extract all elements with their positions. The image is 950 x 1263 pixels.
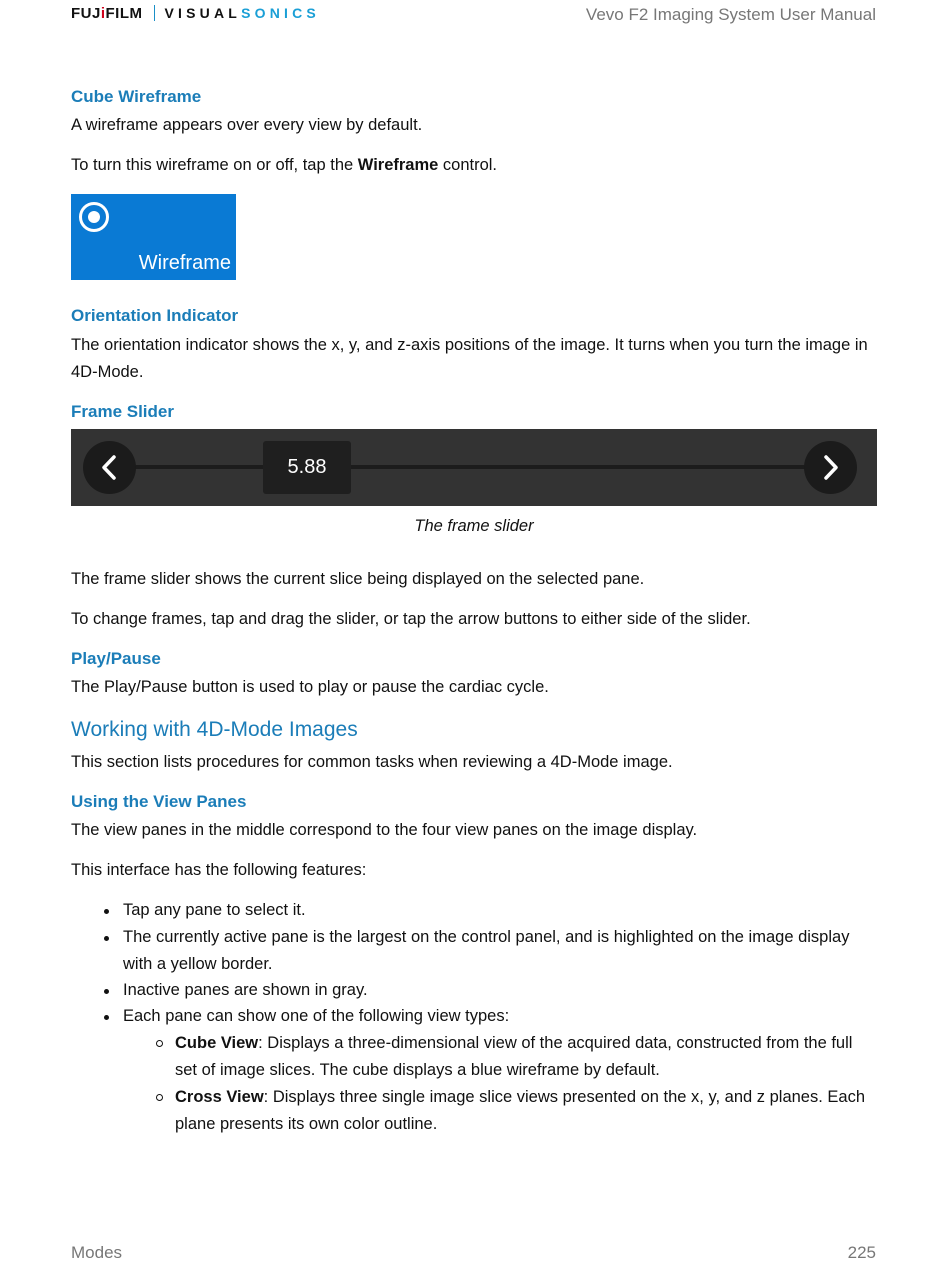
logo-divider — [154, 5, 155, 21]
paragraph: This section lists procedures for common tasks when reviewing a 4D-Mode image. — [71, 753, 673, 771]
heading-working-with-4d-mode: Working with 4D-Mode Images — [71, 718, 358, 741]
chevron-right-icon — [804, 441, 857, 494]
figure-caption: The frame slider — [414, 517, 534, 535]
heading-play-pause: Play/Pause — [71, 649, 161, 668]
slider-track[interactable] — [111, 465, 837, 469]
slider-value: 5.88 — [287, 456, 327, 478]
paragraph: The view panes in the middle correspond to the four view panes on the image display. — [71, 821, 698, 839]
heading-cube-wireframe: Cube Wireframe — [71, 87, 202, 106]
wireframe-button[interactable] — [71, 194, 236, 280]
list-item: The currently active pane is the largest on the control panel, and is highlighted on the image display with a yellow border. — [71, 924, 877, 978]
frame-slider — [71, 429, 877, 506]
footer-section-name: Modes — [71, 1243, 123, 1262]
document-title: Vevo F2 Imaging System User Manual — [585, 5, 876, 24]
fujifilm-visualsonics-logo — [71, 4, 320, 22]
paragraph: A wireframe appears over every view by default. — [71, 116, 423, 134]
next-frame-button[interactable] — [804, 441, 857, 494]
visualsonics-wordmark: VISUALSONICS — [164, 5, 320, 21]
paragraph: The frame slider shows the current slice being displayed on the selected pane. — [71, 570, 645, 588]
list-item: Tap any pane to select it. — [71, 897, 877, 924]
heading-orientation-indicator: Orientation Indicator — [71, 306, 239, 325]
view-type-list — [123, 1030, 877, 1138]
list-item: Each pane can show one of the following view types: Cube View: Displays a three-dimensional view of the acquired data, constructed from the full set of image slices. The cube displays a blue wireframe by default. Cross View: Displays three single image slice views presented on the x, y, and z planes. Each plane presents its own color outline. — [71, 1003, 877, 1138]
paragraph: This interface has the following features: — [71, 861, 367, 879]
list-item: Cube View: Displays a three-dimensional view of the acquired data, constructed from the full set of image slices. The cube displays a blue wireframe by default. — [123, 1030, 877, 1084]
feature-list — [71, 897, 877, 1138]
paragraph: The Play/Pause button is used to play or pause the cardiac cycle. — [71, 678, 549, 696]
paragraph: To change frames, tap and drag the slider, or tap the arrow buttons to either side of the slider. — [71, 610, 751, 628]
page-number: 225 — [847, 1243, 876, 1262]
heading-using-view-panes: Using the View Panes — [71, 792, 247, 811]
heading-frame-slider: Frame Slider — [71, 402, 174, 421]
list-item: Inactive panes are shown in gray. — [71, 977, 877, 1004]
slider-thumb[interactable] — [263, 441, 351, 494]
chevron-left-icon — [83, 441, 136, 494]
list-item: Cross View: Displays three single image slice views presented on the x, y, and z planes. Each plane presents its own color outline. — [123, 1084, 877, 1138]
fujifilm-wordmark: FUJiFILM — [71, 4, 143, 22]
previous-frame-button[interactable] — [83, 441, 136, 494]
radio-on-icon — [79, 202, 109, 232]
paragraph: To turn this wireframe on or off, tap the Wireframe control. — [71, 156, 498, 174]
paragraph: The orientation indicator shows the x, y, and z-axis positions of the image. It turns when you turn the image in 4D-Mode. — [71, 336, 868, 381]
wireframe-button-label: Wireframe — [138, 252, 231, 274]
